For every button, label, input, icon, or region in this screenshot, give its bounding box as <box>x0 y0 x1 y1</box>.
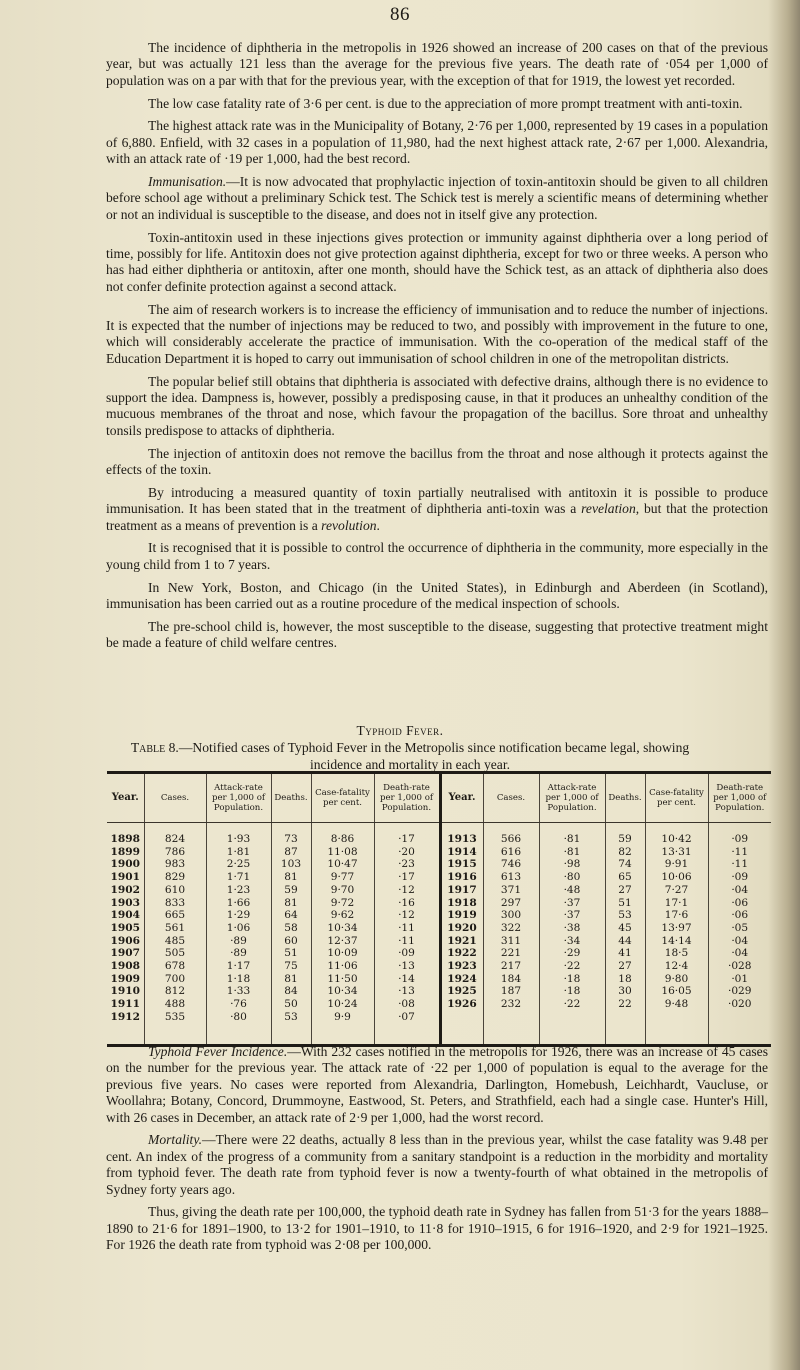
cell-death-rate: ·14 <box>374 973 440 986</box>
cell-death-rate: ·029 <box>708 985 771 998</box>
paragraph: Thus, giving the death rate per 100,000, the typhoid death rate in Sydney has fallen from 51·3 for the years 1888–1890 to 21·6 for 1891–1900, to 13·2 for 1901–1910, to 11·8 for 1910–1915, 6 for 1916–1920, and 2·9 for 1921–1925. For 1926 the death rate from typhoid was 2·08 per 100,000. <box>106 1204 768 1253</box>
header-deaths: Deaths. <box>605 773 645 823</box>
cell-death-rate: ·05 <box>708 922 771 935</box>
cell-deaths: 44 <box>605 935 645 948</box>
cell-deaths: 51 <box>271 947 311 960</box>
cell-death-rate: ·09 <box>374 947 440 960</box>
cell-attack-rate: ·89 <box>206 947 271 960</box>
cell-deaths: 81 <box>271 871 311 884</box>
cell-cases: 566 <box>483 833 539 846</box>
cell-cases: 610 <box>144 884 206 897</box>
cell-cases: 535 <box>144 1011 206 1024</box>
table-row <box>107 922 771 935</box>
header-attack-rate: Attack-rate per 1,000 of Population. <box>206 773 271 823</box>
paragraph: The pre-school child is, however, the most susceptible to the disease, suggesting that protective treatment might be made a feature of child welfare centres. <box>106 618 768 651</box>
table-label: Table 8. <box>130 740 179 755</box>
cell-case-fatality: 11·50 <box>311 973 374 986</box>
cell-attack-rate <box>539 1011 605 1024</box>
paragraph: The popular belief still obtains that diphtheria is associated with defective drains, although there is no evidence to support the idea. Dampness is, however, possibly a predisposing cause, in that it produces an unhealthy condition of the mucuous membranes of the throat and nose, which favour the propagation of the bacillus. Sore throat and unhealthy tonsils predispose to attacks of diphtheria. <box>106 373 768 438</box>
paragraph: Toxin-antitoxin used in these injections gives protection or immunity against diphtheria over a long period of time, possibly for life. Antitoxin does not give protection against diphtheria, except for two or three weeks. A person who has had either diphtheria or antitoxin, after one month, should have the Schick test, as an attack of diphtheria also does not confer definite protection against a second attack. <box>106 229 768 294</box>
cell-case-fatality <box>645 1011 708 1024</box>
header-cases: Cases. <box>144 773 206 823</box>
cell-cases: 187 <box>483 985 539 998</box>
cell-death-rate: ·17 <box>374 871 440 884</box>
typhoid-section <box>106 1044 768 1260</box>
cell-attack-rate: ·37 <box>539 909 605 922</box>
cell-attack-rate: 1·81 <box>206 846 271 859</box>
table-row <box>107 871 771 884</box>
cell-year: 1920 <box>440 922 483 935</box>
cell-attack-rate: 1·18 <box>206 973 271 986</box>
emphasis-revolution: revolution <box>321 517 377 533</box>
cell-attack-rate: 1·23 <box>206 884 271 897</box>
cell-death-rate: ·06 <box>708 909 771 922</box>
cell-attack-rate: 1·93 <box>206 833 271 846</box>
cell-case-fatality: 11·06 <box>311 960 374 973</box>
cell-death-rate: ·23 <box>374 858 440 871</box>
cell-case-fatality: 10·47 <box>311 858 374 871</box>
cell-deaths: 53 <box>271 1011 311 1024</box>
paragraph: In New York, Boston, and Chicago (in the United States), in Edinburgh and Aberdeen (in Scotland), immunisation has been carried out as a routine procedure of the medical inspection of schools. <box>106 579 768 612</box>
table-caption: Table 8.—Notified cases of Typhoid Fever in the Metropolis since notification became legal, showing incidence and mortality in each year. <box>130 740 690 772</box>
paragraph-incidence: Typhoid Fever Incidence.—With 232 cases notified in the metropolis for 1926, there was an increase of 45 cases on the number for the previous year. The attack rate of ·22 per 1,000 of population is equal to the average for the previous five years. No cases were reported from Alexandria, Darlington, Homebush, Leichhardt, Vaucluse, or Woollahra; Botany, Concord, Drummoyne, Eastwood, St. Peters, and Strathfield, each had a single case. Hunter's Hill, with 26 cases in December, an attack rate of 2·9 per 1,000, had the worst record. <box>106 1044 768 1125</box>
cell-death-rate: ·020 <box>708 998 771 1011</box>
cell-deaths: 22 <box>605 998 645 1011</box>
cell-death-rate: ·11 <box>374 922 440 935</box>
cell-death-rate: ·12 <box>374 884 440 897</box>
emphasis-revelation: revelation <box>581 501 636 517</box>
cell-case-fatality: 9·48 <box>645 998 708 1011</box>
cell-case-fatality: 10·09 <box>311 947 374 960</box>
cell-attack-rate: ·18 <box>539 973 605 986</box>
cell-death-rate: ·20 <box>374 846 440 859</box>
cell-cases: 488 <box>144 998 206 1011</box>
cell-cases: 833 <box>144 897 206 910</box>
cell-attack-rate: 1·66 <box>206 897 271 910</box>
paragraph-lead: Typhoid Fever Incidence. <box>148 1044 288 1059</box>
table-row <box>107 884 771 897</box>
cell-case-fatality: 13·97 <box>645 922 708 935</box>
cell-case-fatality: 9·91 <box>645 858 708 871</box>
cell-deaths: 59 <box>271 884 311 897</box>
table-row <box>107 935 771 948</box>
cell-attack-rate: ·80 <box>206 1011 271 1024</box>
paragraph: It is recognised that it is possible to control the occurrence of diphtheria in the community, more especially in the young child from 1 to 7 years. <box>106 540 768 572</box>
table-row <box>107 985 771 998</box>
cell-year: 1902 <box>110 883 140 896</box>
header-year: Year. <box>107 773 144 823</box>
cell-deaths: 87 <box>271 846 311 859</box>
cell-year: 1921 <box>440 935 483 948</box>
cell-cases: 613 <box>483 871 539 884</box>
cell-death-rate: ·09 <box>708 833 771 846</box>
cell-year: 1909 <box>110 972 140 985</box>
cell-year: 1911 <box>110 998 140 1011</box>
cell-deaths: 75 <box>271 960 311 973</box>
header-year: Year. <box>440 773 483 823</box>
cell-death-rate: ·11 <box>708 858 771 871</box>
cell-deaths: 50 <box>271 998 311 1011</box>
cell-year: 1925 <box>440 985 483 998</box>
cell-case-fatality: 10·34 <box>311 985 374 998</box>
cell-year: 1899 <box>110 845 140 858</box>
cell-case-fatality: 9·77 <box>311 871 374 884</box>
cell-cases: 665 <box>144 909 206 922</box>
cell-deaths: 27 <box>605 884 645 897</box>
cell-cases: 616 <box>483 846 539 859</box>
cell-cases: 812 <box>144 985 206 998</box>
cell-year: 1908 <box>110 960 140 973</box>
cell-year: 1912 <box>110 1010 140 1023</box>
cell-attack-rate: ·18 <box>539 985 605 998</box>
table-row <box>107 897 771 910</box>
cell-year: 1926 <box>440 998 483 1011</box>
cell-year: 1904 <box>110 909 140 922</box>
cell-deaths: 30 <box>605 985 645 998</box>
cell-death-rate: ·13 <box>374 960 440 973</box>
table-row <box>107 909 771 922</box>
header-case-fatality: Case-fatality per cent. <box>645 773 708 823</box>
cell-cases: 371 <box>483 884 539 897</box>
cell-death-rate: ·16 <box>374 897 440 910</box>
cell-death-rate: ·11 <box>374 935 440 948</box>
section-heading-typhoid: Typhoid Fever. <box>356 723 444 738</box>
cell-cases: 746 <box>483 858 539 871</box>
paragraph: The highest attack rate was in the Municipality of Botany, 2·76 per 1,000, represented by 19 cases in a population of 6,880. Enfield, with 32 cases in a population of 11,980, had the next highest attack rate, 2·67 per 1,000. Alexandria, with an attack rate of ·19 per 1,000, had the best record. <box>106 118 768 167</box>
cell-attack-rate: ·22 <box>539 998 605 1011</box>
header-deaths: Deaths. <box>271 773 311 823</box>
cell-death-rate: ·07 <box>374 1011 440 1024</box>
table-row <box>107 833 771 846</box>
cell-deaths: 51 <box>605 897 645 910</box>
cell-attack-rate: ·29 <box>539 947 605 960</box>
cell-cases: 485 <box>144 935 206 948</box>
cell-attack-rate: ·98 <box>539 858 605 871</box>
cell-case-fatality: 10·34 <box>311 922 374 935</box>
cell-case-fatality: 11·08 <box>311 846 374 859</box>
cell-year: 1918 <box>440 897 483 910</box>
cell-case-fatality: 9·72 <box>311 897 374 910</box>
table-row <box>107 1011 771 1024</box>
cell-case-fatality: 10·06 <box>645 871 708 884</box>
cell-deaths: 73 <box>271 833 311 846</box>
paragraph: The incidence of diphtheria in the metropolis in 1926 showed an increase of 200 cases on that of the previous year, but was actually 121 less than the average for the previous five years. The death rate of ·054 per 1,000 of population was on a par with that for the previous year, with the exception of that for 1919, the lowest yet recorded. <box>106 40 768 88</box>
cell-cases: 184 <box>483 973 539 986</box>
cell-cases: 700 <box>144 973 206 986</box>
cell-case-fatality: 17·1 <box>645 897 708 910</box>
cell-year: 1906 <box>110 934 140 947</box>
cell-deaths: 45 <box>605 922 645 935</box>
cell-deaths: 59 <box>605 833 645 846</box>
cell-deaths: 84 <box>271 985 311 998</box>
cell-year <box>440 1011 483 1024</box>
paragraph-immunisation: Immunisation.—It is now advocated that prophylactic injection of toxin-antitoxin should be given to all children before school age without a preliminary Schick test. The Schick test is merely a scientific means of determining whether or not an individual is susceptible to the disease, and does not in itself give any protection. <box>106 174 768 222</box>
paragraph-mortality: Mortality.—There were 22 deaths, actually 8 less than in the previous year, whilst the case fatality was 9.48 per cent. An index of the progress of a community from a sanitary standpoint is a reduction in the morbidity and mortality from typhoid fever. The death rate from typhoid fever is now a twenty-fourth of what obtained in the metropolis of Sydney forty years ago. <box>106 1132 768 1197</box>
cell-year: 1914 <box>440 846 483 859</box>
cell-case-fatality: 9·70 <box>311 884 374 897</box>
cell-case-fatality: 17·6 <box>645 909 708 922</box>
cell-year: 1919 <box>440 909 483 922</box>
header-cases: Cases. <box>483 773 539 823</box>
cell-attack-rate: ·81 <box>539 833 605 846</box>
cell-death-rate <box>708 1011 771 1024</box>
cell-cases: 678 <box>144 960 206 973</box>
cell-cases: 505 <box>144 947 206 960</box>
cell-cases: 217 <box>483 960 539 973</box>
cell-attack-rate: 1·17 <box>206 960 271 973</box>
cell-cases: 232 <box>483 998 539 1011</box>
cell-death-rate: ·08 <box>374 998 440 1011</box>
cell-case-fatality: 9·62 <box>311 909 374 922</box>
cell-case-fatality: 8·86 <box>311 833 374 846</box>
cell-cases <box>483 1011 539 1024</box>
cell-case-fatality: 18·5 <box>645 947 708 960</box>
paragraph: The injection of antitoxin does not remove the bacillus from the throat and nose although it protects against the effects of the toxin. <box>106 445 768 478</box>
table-row <box>107 973 771 986</box>
cell-year: 1901 <box>110 871 140 884</box>
cell-cases: 786 <box>144 846 206 859</box>
header-death-rate: Death-rate per 1,000 of Population. <box>374 773 440 823</box>
cell-deaths: 27 <box>605 960 645 973</box>
cell-attack-rate: ·48 <box>539 884 605 897</box>
cell-case-fatality: 7·27 <box>645 884 708 897</box>
cell-year: 1922 <box>440 947 483 960</box>
cell-death-rate: ·04 <box>708 947 771 960</box>
paragraph-lead: Immunisation. <box>148 174 227 190</box>
cell-death-rate: ·12 <box>374 909 440 922</box>
cell-year: 1898 <box>110 833 140 845</box>
table-row <box>107 998 771 1011</box>
table-header-row <box>107 773 771 823</box>
cell-deaths: 103 <box>271 858 311 871</box>
cell-cases: 297 <box>483 897 539 910</box>
cell-year: 1905 <box>110 921 140 934</box>
cell-death-rate: ·01 <box>708 973 771 986</box>
cell-case-fatality: 9·9 <box>311 1011 374 1024</box>
cell-case-fatality: 12·37 <box>311 935 374 948</box>
cell-year: 1910 <box>110 985 140 998</box>
cell-attack-rate: 2·25 <box>206 858 271 871</box>
cell-death-rate: ·04 <box>708 884 771 897</box>
cell-case-fatality: 9·80 <box>645 973 708 986</box>
cell-cases: 983 <box>144 858 206 871</box>
cell-year: 1923 <box>440 960 483 973</box>
cell-attack-rate: 1·06 <box>206 922 271 935</box>
cell-deaths <box>605 1011 645 1024</box>
cell-deaths: 65 <box>605 871 645 884</box>
cell-case-fatality: 10·42 <box>645 833 708 846</box>
cell-deaths: 58 <box>271 922 311 935</box>
table-row <box>107 947 771 960</box>
cell-year: 1900 <box>110 858 140 871</box>
header-death-rate: Death-rate per 1,000 of Population. <box>708 773 771 823</box>
cell-year: 1913 <box>440 833 483 846</box>
cell-year: 1915 <box>440 858 483 871</box>
diphtheria-section <box>106 40 768 658</box>
paragraph: By introducing a measured quantity of toxin partially neutralised with antitoxin it is possible to produce immunisation. It has been stated that in the treatment of diphtheria anti-toxin was a revelation, but that the protection treatment as a means of prevention is a revolution. <box>106 484 768 533</box>
cell-death-rate: ·13 <box>374 985 440 998</box>
cell-death-rate: ·06 <box>708 897 771 910</box>
cell-deaths: 18 <box>605 973 645 986</box>
header-case-fatality: Case-fatality per cent. <box>311 773 374 823</box>
cell-deaths: 53 <box>605 909 645 922</box>
cell-case-fatality: 10·24 <box>311 998 374 1011</box>
cell-attack-rate: ·34 <box>539 935 605 948</box>
header-attack-rate: Attack-rate per 1,000 of Population. <box>539 773 605 823</box>
cell-attack-rate: ·80 <box>539 871 605 884</box>
cell-death-rate: ·11 <box>708 846 771 859</box>
paragraph: The aim of research workers is to increase the efficiency of immunisation and to reduce the number of injections. It is expected that the number of injections may be reduced to two, and possibly with improvement in the future to one, which will considerably accelerate the practice of immunisation. With the co-operation of the medical staff of the Education Department it is hoped to carry out immunisation of school children in one of the metropolitan districts. <box>106 301 768 366</box>
cell-attack-rate: ·38 <box>539 922 605 935</box>
cell-cases: 300 <box>483 909 539 922</box>
cell-deaths: 64 <box>271 909 311 922</box>
cell-deaths: 82 <box>605 846 645 859</box>
cell-attack-rate: 1·71 <box>206 871 271 884</box>
cell-attack-rate: ·76 <box>206 998 271 1011</box>
paragraph: The low case fatality rate of 3·6 per cent. is due to the appreciation of more prompt treatment with anti-toxin. <box>148 95 743 111</box>
cell-cases: 322 <box>483 922 539 935</box>
cell-death-rate: ·04 <box>708 935 771 948</box>
cell-year: 1916 <box>440 871 483 884</box>
cell-case-fatality: 12·4 <box>645 960 708 973</box>
cell-case-fatality: 16·05 <box>645 985 708 998</box>
typhoid-table <box>107 771 771 1047</box>
cell-year: 1917 <box>440 884 483 897</box>
cell-case-fatality: 13·31 <box>645 846 708 859</box>
cell-cases: 824 <box>144 833 206 846</box>
cell-cases: 221 <box>483 947 539 960</box>
cell-case-fatality: 14·14 <box>645 935 708 948</box>
cell-death-rate: ·028 <box>708 960 771 973</box>
cell-cases: 311 <box>483 935 539 948</box>
table-row <box>107 858 771 871</box>
cell-attack-rate: ·89 <box>206 935 271 948</box>
cell-death-rate: ·17 <box>374 833 440 846</box>
page-number: 86 <box>390 4 410 25</box>
cell-cases: 561 <box>144 922 206 935</box>
cell-deaths: 41 <box>605 947 645 960</box>
cell-year: 1903 <box>110 896 140 909</box>
cell-deaths: 74 <box>605 858 645 871</box>
cell-deaths: 81 <box>271 973 311 986</box>
cell-deaths: 81 <box>271 897 311 910</box>
cell-attack-rate: ·81 <box>539 846 605 859</box>
table-row <box>107 960 771 973</box>
paragraph-lead: Mortality. <box>148 1132 202 1148</box>
cell-death-rate: ·09 <box>708 871 771 884</box>
cell-year: 1924 <box>440 973 483 986</box>
cell-year: 1907 <box>110 947 140 960</box>
cell-attack-rate: 1·33 <box>206 985 271 998</box>
cell-attack-rate: ·22 <box>539 960 605 973</box>
cell-attack-rate: 1·29 <box>206 909 271 922</box>
cell-attack-rate: ·37 <box>539 897 605 910</box>
table-row <box>107 846 771 859</box>
cell-deaths: 60 <box>271 935 311 948</box>
cell-cases: 829 <box>144 871 206 884</box>
